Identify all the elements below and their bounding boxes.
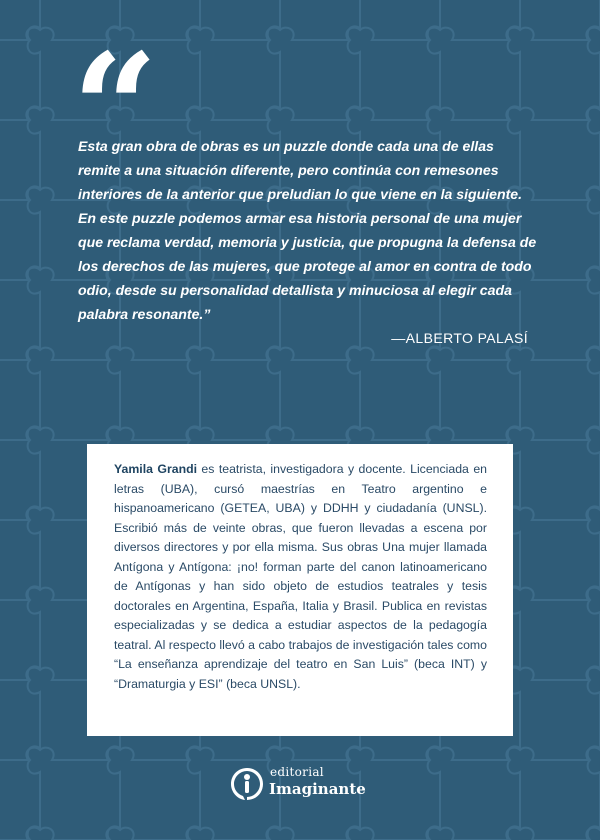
quote-text: Esta gran obra de obras es un puzzle donde cada una de ellas remite a una situación diferente, pero continúa con remesones interiores de la anterior que preludian lo que viene en la siguiente. En este puzzle podemos armar esa historia personal de una mujer que reclama verdad, memoria y justicia, que propugna la defensa de los derechos de las mujeres, que protege al amor en contra de todo odio, desde su personalidad detallista y minuciosa al elegir cada palabra resonante.” — [78, 138, 537, 322]
publisher-logo — [229, 764, 379, 804]
imaginante-logo-icon — [229, 766, 265, 802]
author-bio-text: es teatrista, investigadora y docente. Licenciada en letras (UBA), cursó maestrías en Teatro argentino e hispanoamericano (GETEA, UBA) y DDHH y ciudadanía (UNSL). Escribió más de veinte obras, que fueron llevadas a escena por diversos directores y por ella misma. Sus obras Una mujer llamada Antígona y Antígona: ¡no! forman parte del canon latinoamericano de Antígonas y han sido objeto de estudios teatrales y tesis doctorales en Argentina, España, Italia y Brasil. Publica en revistas especializadas y se dedica a estudiar aspectos de la pedagogía teatral. Al respecto llevó a cabo trabajos de investigación tales como “La enseñanza aprendizaje del teatro en San Luis” (beca INT) y “Dramaturgia y ESI” (beca UNSL). — [114, 462, 487, 691]
author-bio-box — [87, 444, 513, 736]
publisher-name: Imaginante — [269, 780, 366, 798]
quote-author: —ALBERTO PALASÍ — [391, 330, 528, 346]
author-bio — [114, 460, 487, 694]
author-name: Yamila Grandi — [114, 462, 198, 476]
publisher-label: editorial — [270, 765, 324, 779]
quote-mark-icon: “ — [72, 21, 153, 197]
